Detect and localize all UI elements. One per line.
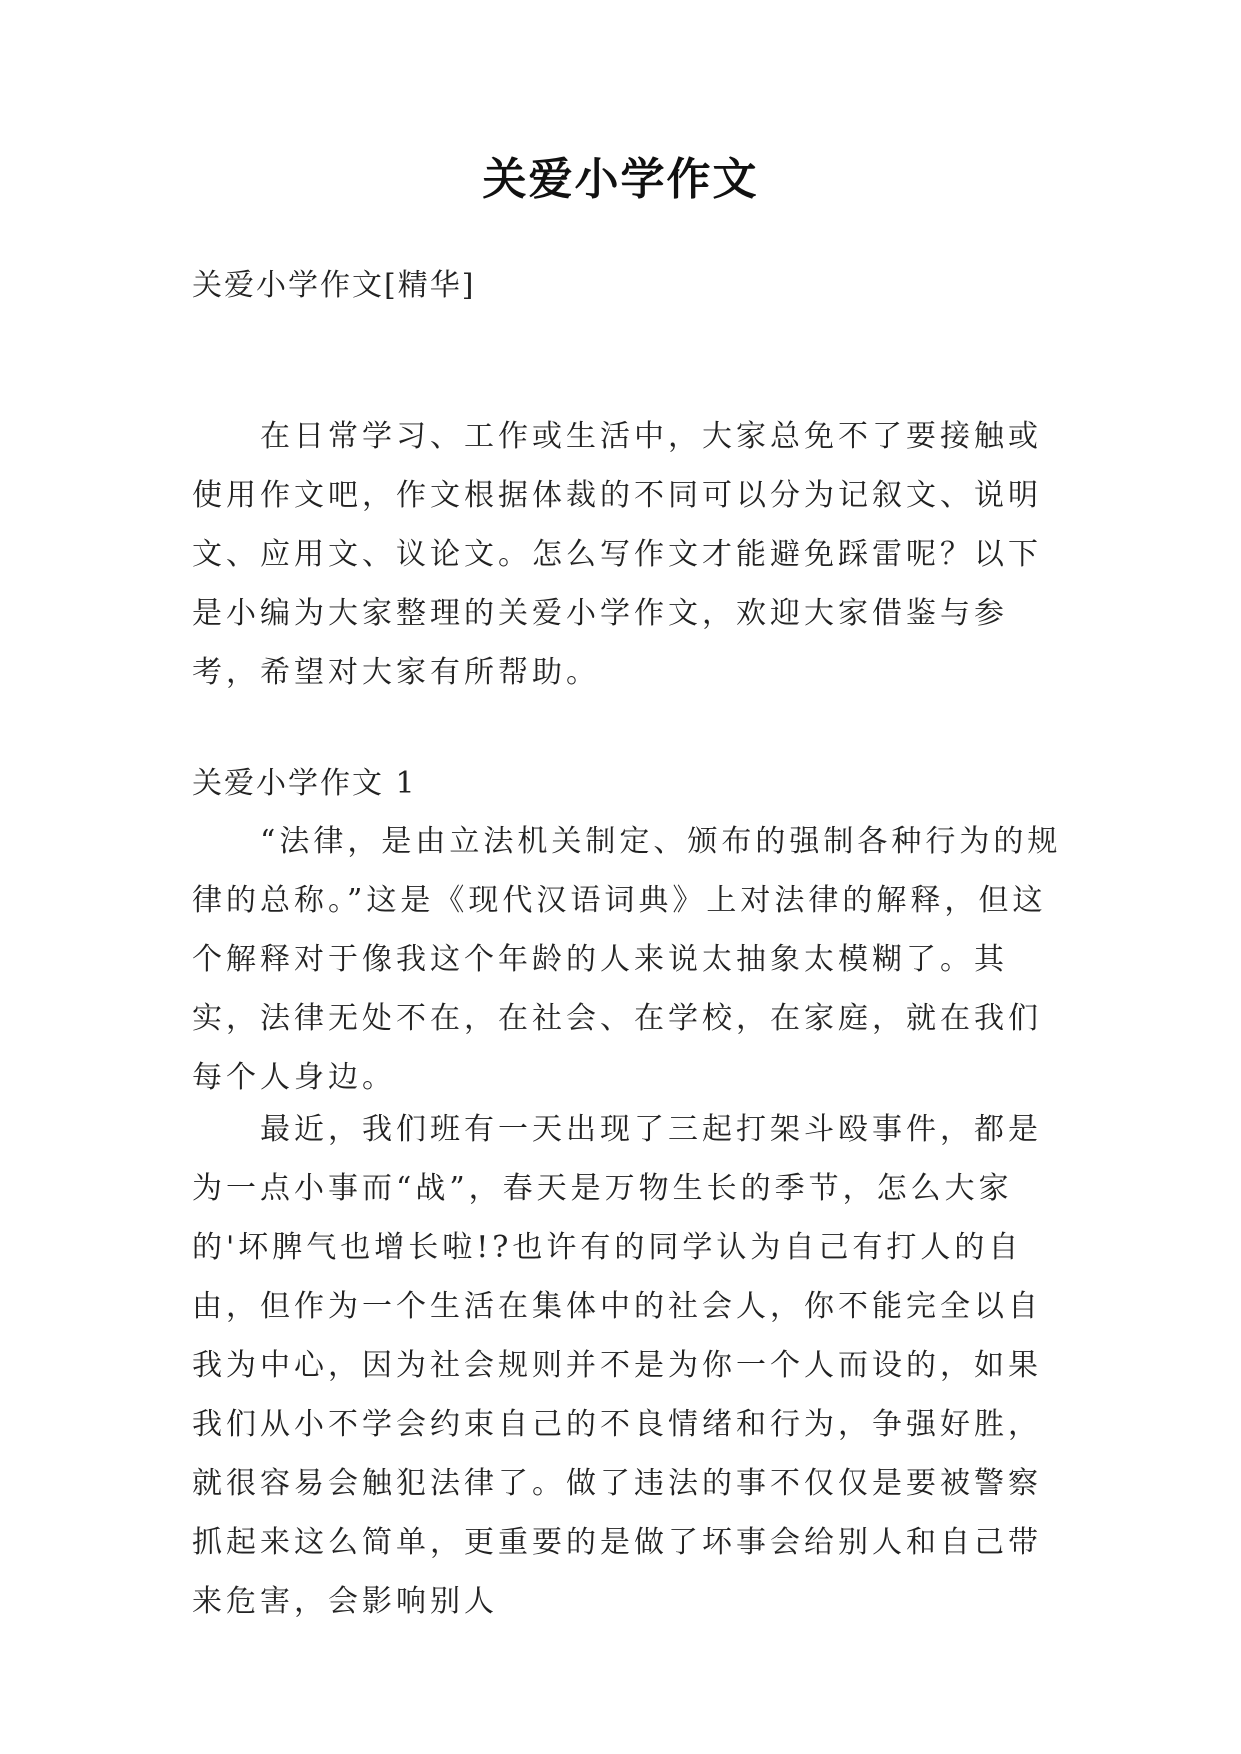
essay-heading: 关爱小学作文 1 (192, 766, 417, 801)
intro-paragraph: 在日常学习、工作或生活中，大家总免不了要接触或使用作文吧，作文根据体裁的不同可以分为记叙文、说明文、应用文、议论文。怎么写作文才能避免踩雷呢？以下是小编为大家整理的关爱小学作文，欢迎大家借鉴与参考，希望对大家有所帮助。 (192, 419, 1042, 690)
document-title: 关爱小学作文 (482, 154, 759, 205)
essay-paragraph: 最近，我们班有一天出现了三起打架斗殴事件，都是为一点小事而“战”，春天是万物生长的季节，怎么大家的'坏脾气也增长啦!?也许有的同学认为自己有打人的自由，但作为一个生活在集体中的社会人，你不能完全以自我为中心，因为社会规则并不是为你一个人而设的，如果我们从小不学会约束自己的不良情绪和行为，争强好胜，就很容易会触犯法律了。做了违法的事不仅仅是要被警察抓起来这么简单，更重要的是做了坏事会给别人和自己带来危害，会影响别人 (192, 1112, 1042, 1619)
essay-paragraph: “法律，是由立法机关制定、颁布的强制各种行为的规律的总称。”这是《现代汉语词典》上对法律的解释，但这个解释对于像我这个年龄的人来说太抽象太模糊了。其实，法律无处不在，在社会、在学校，在家庭，就在我们每个人身边。 (192, 824, 1062, 1095)
document-subtitle: 关爱小学作文[精华] (192, 268, 476, 303)
